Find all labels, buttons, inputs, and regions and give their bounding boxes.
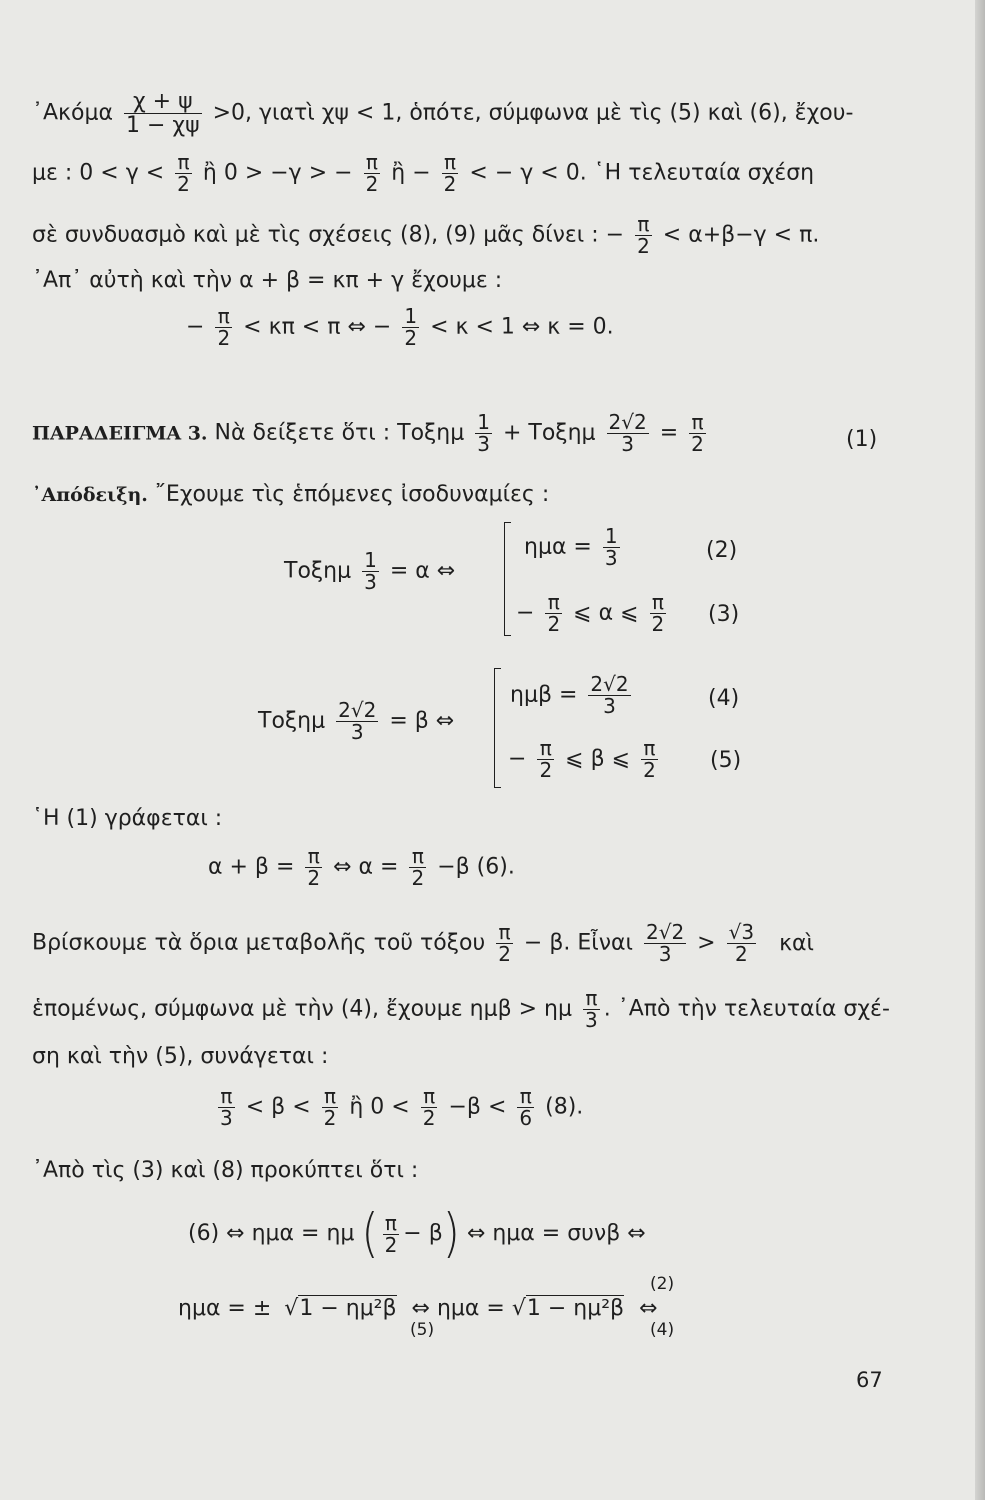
annotation-5: (5) [410, 1320, 435, 1340]
num: π [175, 152, 192, 174]
line-writes: ῾Η (1) γράφεται : [32, 806, 223, 831]
text: ⩽ α ⩽ [573, 600, 639, 626]
text: < κπ < π ⇔ − [243, 314, 392, 340]
den: 2 [498, 942, 511, 966]
fraction-pi-3 [583, 988, 600, 1031]
num: √3 [728, 920, 755, 944]
equation-ref-1: (1) [846, 427, 878, 452]
text: Βρίσκουμε τὰ ὅρια μεταβολῆς τοῦ τόξου [32, 930, 486, 956]
text: ⩽ β ⩽ [565, 746, 631, 772]
line-find-limits [32, 922, 814, 965]
line-5 [186, 306, 614, 349]
sqrt-symbol: √ [511, 1296, 526, 1321]
den: 2 [404, 326, 418, 350]
den: 6 [519, 1106, 533, 1130]
den: 2 [691, 432, 704, 456]
fraction-pi-2 [545, 592, 562, 635]
equation-6 [208, 846, 515, 889]
den: 2 [307, 866, 321, 890]
den: 2 [637, 234, 650, 258]
text: − β. Εἶναι [523, 930, 633, 956]
fraction-pi-2 [641, 738, 658, 781]
text: ῎Εχουμε τὶς ἑπόμενες ἰσοδυναμίες : [154, 482, 550, 507]
equation-ref-2: (2) [706, 538, 738, 563]
fraction-pi-2 [442, 152, 459, 195]
num: π [409, 846, 426, 868]
system-1-row-2 [516, 592, 670, 635]
fraction-sqrt3-2 [727, 922, 756, 965]
den: 2 [217, 326, 231, 350]
fraction-pi-2 [383, 1210, 400, 1257]
num: π [641, 738, 658, 760]
system-2-lhs [258, 700, 454, 743]
text: (6) ⇔ ημα = ημ [188, 1221, 355, 1246]
fraction-2sqrt2-3 [336, 700, 378, 743]
den: 3 [220, 1106, 233, 1130]
text: < − γ < 0. ῾Η τελευταία σχέση [469, 160, 815, 186]
text: Τοξημ [258, 708, 326, 734]
text: −β (6). [437, 854, 515, 880]
text: . ᾿Απὸ τὴν τελευταία σχέ- [603, 996, 890, 1022]
num: 2√2 [608, 410, 647, 434]
line-3 [32, 214, 819, 257]
text: ἢ 0 < [349, 1094, 410, 1120]
text: ⇔ [639, 1296, 658, 1321]
num: 1 [604, 524, 618, 548]
num: π [364, 152, 381, 174]
fraction-pi-2 [496, 922, 513, 965]
text: >0, γιατὶ χψ < 1, ὁπότε, σύμφωνα μὲ τὶς (5) καὶ (6), ἔχου- [212, 100, 854, 126]
num: π [215, 306, 232, 328]
text: Νὰ δείξετε ὅτι : Τοξημ [214, 420, 465, 446]
equation-ref-3: (3) [708, 602, 740, 627]
num: π [442, 152, 459, 174]
text: −β < [448, 1094, 507, 1120]
sqrt-symbol: √ [284, 1296, 299, 1321]
num: π [496, 922, 513, 944]
text: ᾿Απ᾿ αὐτὴ καὶ τὴν α + β = κπ + γ ἔχουμε : [32, 268, 503, 293]
den: 2 [539, 758, 553, 782]
num: π [218, 1086, 235, 1108]
text: σὲ συνδυασμὸ καὶ μὲ τὶς σχέσεις (8), (9) μᾶς δίνει : − [32, 222, 625, 248]
num: π [650, 592, 667, 614]
text: ημα = [524, 534, 592, 560]
den: 3 [585, 1008, 598, 1032]
fraction-pi-2 [409, 846, 426, 889]
line-2 [32, 152, 814, 195]
text: + Τοξημ [502, 420, 596, 446]
line-conclude: ση καὶ τὴν (5), συνάγεται : [32, 1044, 329, 1069]
den: 2 [177, 172, 190, 196]
brace-2 [494, 668, 501, 788]
den: 3 [477, 432, 490, 456]
fraction-pi-2 [537, 738, 554, 781]
den: 3 [603, 694, 616, 718]
left-paren: ( [361, 1202, 379, 1264]
annotation-2: (2) [650, 1274, 675, 1294]
brace-1 [504, 522, 511, 636]
fraction-1-2 [402, 306, 419, 349]
equation-ref-4: (4) [708, 686, 740, 711]
fraction-pi-2 [364, 152, 381, 195]
num: 2√2 [338, 698, 377, 722]
text: Τοξημ [284, 558, 352, 584]
den: 2 [422, 1106, 436, 1130]
text: = [659, 420, 679, 446]
system-2-row-1 [510, 674, 635, 717]
line-4 [32, 270, 502, 292]
num: 1 [404, 304, 418, 328]
den: 2 [443, 172, 457, 196]
den: 3 [350, 720, 364, 744]
fraction-pi-2 [650, 592, 667, 635]
text: ἢ 0 > −γ > − [202, 160, 353, 186]
den: 2 [384, 1232, 398, 1257]
den: 1 − χψ [125, 113, 200, 139]
num: π [383, 1213, 400, 1235]
text: ημα = ± [178, 1296, 272, 1321]
num: χ + ψ [124, 90, 202, 114]
num: π [689, 412, 706, 434]
fraction-pi-2 [322, 1086, 339, 1129]
annotation-4: (4) [650, 1320, 675, 1340]
text: < κ < 1 ⇔ κ = 0. [430, 314, 614, 340]
proof-line [32, 484, 549, 506]
equation-last-2 [178, 1298, 658, 1320]
text: − [186, 314, 205, 340]
line-hence [32, 988, 890, 1031]
den: 3 [621, 432, 634, 456]
fraction-1-3 [603, 526, 620, 569]
text: ημβ = [510, 682, 578, 708]
right-paren: ) [442, 1202, 460, 1264]
den: 3 [364, 570, 377, 594]
fraction-pi-2 [635, 214, 652, 257]
text: (8). [545, 1094, 584, 1120]
system-2-row-2 [508, 738, 662, 781]
fraction-2sqrt2-3 [607, 412, 649, 455]
den: 3 [658, 942, 672, 966]
text: − β [403, 1221, 443, 1246]
num: π [545, 592, 562, 614]
fraction-1-3 [475, 412, 492, 455]
example-line [32, 412, 710, 455]
den: 3 [604, 546, 618, 570]
text: ᾿Ακόμα [32, 100, 113, 126]
fraction-pi-6 [517, 1086, 534, 1129]
text: ⇔ ημα = συνβ ⇔ [466, 1221, 646, 1246]
fraction-pi-2 [689, 412, 706, 455]
num: π [635, 214, 652, 236]
text: = β ⇔ [389, 708, 455, 734]
equation-8 [214, 1086, 583, 1129]
text: καὶ [779, 930, 814, 956]
text: < α+β−γ < π. [662, 222, 820, 248]
equation-last-1 [188, 1202, 646, 1264]
fraction-2sqrt2-3 [588, 674, 630, 717]
system-1-row-1 [524, 526, 624, 569]
num: π [305, 846, 322, 868]
text: ἑπομένως, σύμφωνα μὲ τὴν (4), ἔχουμε ημβ > ημ [32, 996, 572, 1022]
radicand: 1 − ημ²β [526, 1296, 625, 1321]
text: < β < [245, 1094, 311, 1120]
num: π [421, 1086, 438, 1108]
line-1 [32, 90, 853, 137]
page-edge [975, 0, 985, 1500]
fraction-1-3 [362, 550, 379, 593]
num: π [537, 738, 554, 760]
num: 1 [477, 410, 490, 434]
den: 2 [411, 866, 425, 890]
example-title: ΠΑΡΑΔΕΙΓΜΑ 3. [32, 422, 208, 445]
text: ⇔ α = [333, 854, 399, 880]
text: ἢ − [391, 160, 431, 186]
text: = α ⇔ [389, 558, 456, 584]
num: 1 [364, 548, 377, 572]
fraction-pi-2 [215, 306, 232, 349]
num: 2√2 [645, 920, 685, 944]
den: 2 [365, 172, 379, 196]
proof-title: ᾿Απόδειξη. [32, 484, 148, 506]
fraction-pi-3 [218, 1086, 235, 1129]
equation-ref-5: (5) [710, 748, 742, 773]
num: π [322, 1086, 339, 1108]
text: ⇔ ημα = [411, 1296, 505, 1321]
den: 2 [651, 612, 665, 636]
num: π [583, 988, 600, 1010]
text: με : 0 < γ < [32, 160, 165, 186]
text: > [697, 930, 716, 956]
den: 2 [643, 758, 656, 782]
fraction-pi-2 [305, 846, 322, 889]
radicand: 1 − ημ²β [299, 1296, 397, 1321]
num: π [517, 1086, 534, 1108]
text: − [516, 600, 535, 626]
fraction-x-plus-y [124, 90, 202, 137]
fraction-pi-2 [175, 152, 192, 195]
fraction-2sqrt2-3 [644, 922, 686, 965]
line-from: ᾿Απὸ τὶς (3) καὶ (8) προκύπτει ὅτι : [32, 1158, 419, 1183]
fraction-pi-2 [421, 1086, 438, 1129]
text: α + β = [208, 854, 295, 880]
num: 2√2 [590, 672, 629, 696]
page-number: 67 [856, 1368, 883, 1392]
system-1-lhs [284, 550, 455, 593]
den: 2 [547, 612, 561, 636]
den: 2 [323, 1106, 337, 1130]
den: 2 [734, 942, 748, 966]
text: − [508, 746, 527, 772]
